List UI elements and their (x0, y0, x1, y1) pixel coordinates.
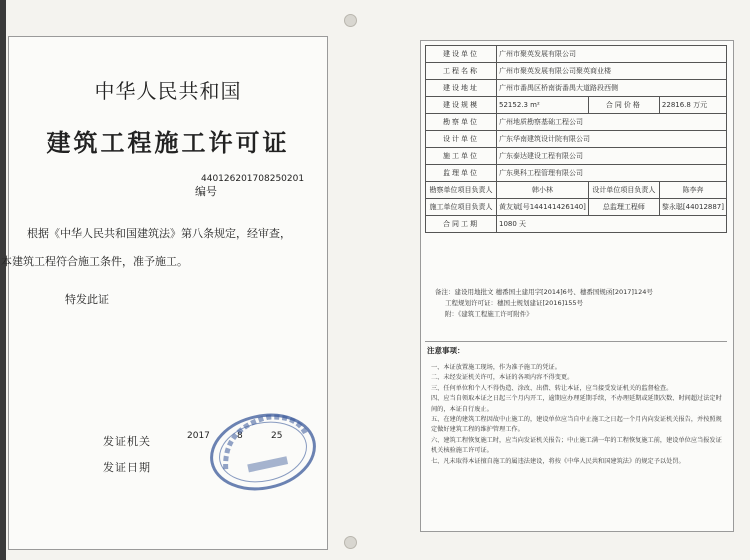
note-item: 五、在建的建筑工程因故中止施工的，建设单位应当自中止施工之日起一个月内向发证机关报告，并按照规定做好建筑工程的维护管理工作。 (431, 416, 722, 434)
table-row (426, 114, 727, 131)
note-item: 七、凡未取得本证擅自施工的属违法建设，将按《中华人民共和国建筑法》的规定予以处罚。 (431, 457, 685, 465)
body-line-1: 根据《中华人民共和国建筑法》第八条规定，经审查， (27, 227, 291, 240)
row-label: 监理单位 (426, 165, 497, 182)
table-row (426, 199, 727, 216)
construction-leader-label: 施工单位项目负责人 (426, 199, 497, 216)
row-value: 广州市番禺区桥南街番禺大道路段西侧 (497, 80, 727, 97)
construction-leader: 黄友斌[号144141426140] (497, 199, 589, 216)
note-item: 一、本证放置施工现场，作为准予施工的凭证。 (431, 364, 561, 371)
row-label: 设计单位 (426, 131, 497, 148)
permit-detail-page (420, 40, 734, 532)
binding-edge (0, 0, 6, 560)
table-row (426, 165, 727, 182)
row-label: 建设规模 (426, 97, 497, 114)
table-row (426, 63, 727, 80)
remark-line: 工程规划许可证：穗国土规划建证[2016]155号 (445, 299, 584, 307)
remark-line: 附：《建筑工程施工许可附件》 (445, 310, 533, 318)
note-item: 三、任何单位和个人不得伪造、涂改、出借、转让本证，应当接受发证机关的监督检查。 (431, 384, 673, 392)
notes-list (431, 363, 723, 467)
issuer-label: 发证机关 (103, 435, 151, 448)
issue-year: 2017 (187, 431, 210, 441)
body-line-2: 本建筑工程符合施工条件，准予施工。 (1, 255, 188, 268)
note-item: 二、未经发证机关许可，本证的各项内容不得变更。 (431, 374, 574, 382)
row-value: 广东华南建筑设计院有限公司 (497, 131, 727, 148)
number-value: 440126201708250201 (201, 174, 305, 184)
issue-day: 25 (271, 431, 283, 441)
number-label: 编号 (195, 185, 217, 198)
contract-price-label: 合同价格 (588, 97, 659, 114)
official-seal (205, 409, 321, 495)
table-row (426, 80, 727, 97)
table-row (426, 216, 727, 233)
row-value: 广州市聚英发展有限公司聚英商业楼 (497, 63, 727, 80)
permit-title: 建筑工程施工许可证 (46, 129, 290, 157)
row-label: 建设地址 (426, 80, 497, 97)
issue-month: 8 (237, 431, 243, 441)
survey-leader: 韩小林 (497, 182, 589, 199)
chief-supervisor: 黎永聪[44012887] (659, 199, 726, 216)
remarks (435, 287, 653, 320)
row-value: 广东泰达建设工程有限公司 (497, 148, 727, 165)
chief-supervisor-label: 总监理工程师 (588, 199, 659, 216)
contract-price-cell (659, 97, 726, 114)
table-row (426, 182, 727, 199)
table-row (426, 97, 727, 114)
survey-leader-label: 勘察单位项目负责人 (426, 182, 497, 199)
punch-hole (344, 536, 357, 549)
note-item: 四、应当自领取本证之日起三个月内开工，逾期应办理延期手续，不办理延期或延期次数、时间超过法定时间的，本证自行废止。 (431, 395, 722, 413)
special-notice: 特发此证 (65, 293, 109, 306)
project-info-table (425, 45, 727, 233)
note-item: 六、建筑工程恢复施工时，应当向发证机关报告；中止施工满一年的工程恢复施工前，建设单位应当报发证机关核验施工许可证。 (431, 436, 722, 455)
remark-line: 备注：建设用地批文 穗番国土建用字[2014]6号、穗番国规函[2017]124号 (435, 288, 653, 296)
table-row (426, 46, 727, 63)
price-unit: 万元 (693, 101, 708, 109)
row-value: 广州地质勘察基础工程公司 (497, 114, 727, 131)
issue-date-label: 发证日期 (103, 461, 151, 474)
table-row (426, 148, 727, 165)
scale-value: 52152.3 m² (497, 97, 589, 114)
permit-cover-page (1, 36, 328, 550)
contract-price-value: 22816.8 (661, 101, 691, 109)
row-label: 施工单位 (426, 148, 497, 165)
row-value: 广东奥科工程管理有限公司 (497, 165, 727, 182)
divider (425, 341, 727, 342)
table-row (426, 131, 727, 148)
contract-period-label: 合同工期 (426, 216, 497, 233)
row-label: 勘察单位 (426, 114, 497, 131)
punch-hole (344, 14, 357, 27)
design-leader-label: 设计单位项目负责人 (588, 182, 659, 199)
country-title: 中华人民共和国 (94, 79, 242, 103)
notes-title: 注意事项： (427, 346, 465, 355)
row-label: 建设单位 (426, 46, 497, 63)
contract-period: 1080 天 (497, 216, 727, 233)
row-label: 工程名称 (426, 63, 497, 80)
row-value: 广州市聚英发展有限公司 (497, 46, 727, 63)
design-leader: 陈李奔 (659, 182, 726, 199)
